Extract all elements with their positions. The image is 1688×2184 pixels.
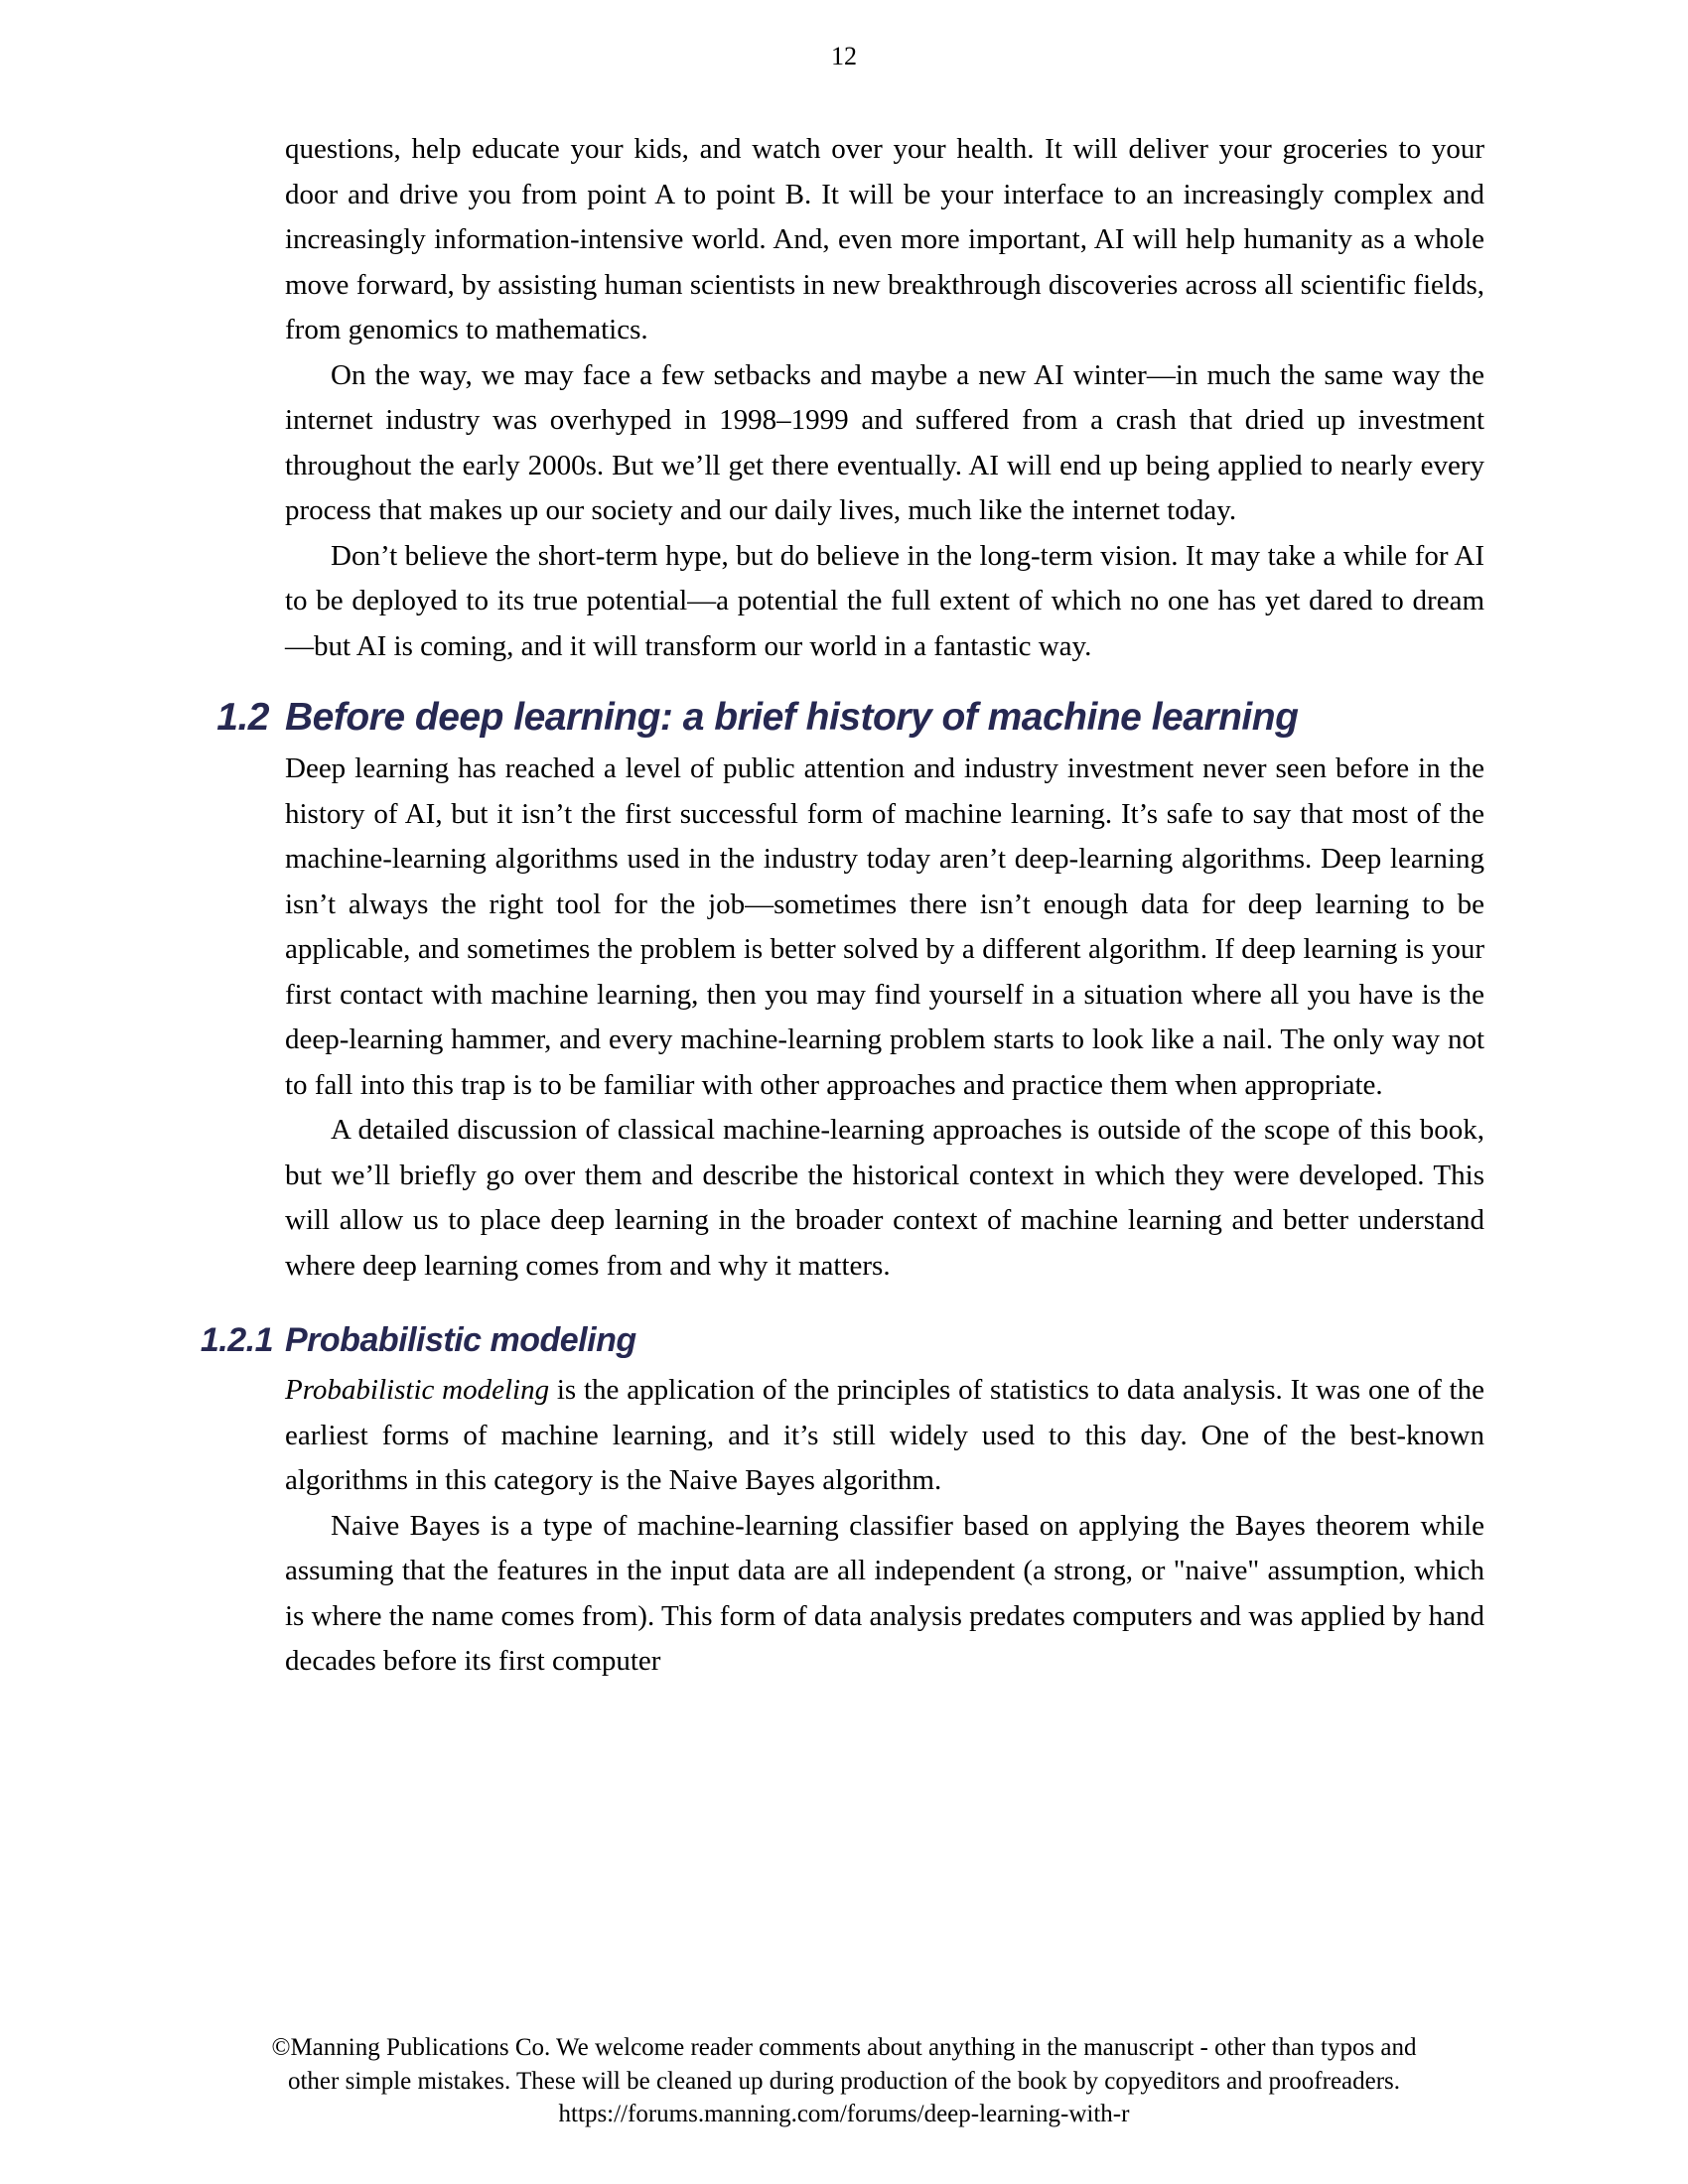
paragraph: Deep learning has reached a level of public attention and industry investment never seen before in the history of AI, but it isn’t the first successful form of machine learning. It’s safe to say that most of the machine-learning algorithms used in the industry today aren’t deep-learning algorithms. Deep learning isn’t always the right tool for the job—sometimes there isn’t enough data for deep learning to be applicable, and sometimes the problem is better solved by a different algorithm. If deep learning is your first contact with machine learning, then you may find yourself in a situation where all you have is the deep-learning hammer, and every machine-learning problem starts to look like a nail. The only way not to fall into this trap is to be familiar with other approaches and practice them when appropriate.: [285, 752, 1484, 1101]
italic-term: Probabilistic modeling: [285, 1374, 550, 1406]
page-content: [200, 127, 1484, 1685]
subsection-heading: [200, 1320, 1484, 1360]
section-number: 1.2: [216, 696, 269, 739]
paragraph: On the way, we may face a few setbacks and maybe a new AI winter—in much the same way the internet industry was overhyped in 1998–1999 and suffered from a crash that dried up investment throughout the early 2000s. But we’ll get there eventually. AI will end up being applied to nearly every process that makes up our society and our daily lives, much like the internet today.: [285, 358, 1484, 526]
section-title: Before deep learning: a brief history of machine learning: [285, 696, 1299, 739]
footer-copyright-line: ©Manning Publications Co. We welcome reader comments about anything in the manuscript - other than typos and: [271, 2034, 1417, 2061]
footer-forum-url: https://forums.manning.com/forums/deep-learning-with-r: [558, 2101, 1130, 2127]
paragraph: [285, 1368, 1484, 1504]
page-footer: [0, 2031, 1688, 2131]
section-heading: [216, 695, 1484, 741]
paragraph: A detailed discussion of classical machine-learning approaches is outside of the scope of this book, but we’ll briefly go over them and describe the historical context in which they were developed. This will allow us to place deep learning in the broader context of machine learning and better understand where deep learning comes from and why it matters.: [285, 1114, 1484, 1282]
paragraph-continuation: questions, help educate your kids, and watch over your health. It will deliver your groceries to your door and drive you from point A to point B. It will be your interface to an increasingly complex and increasingly information-intensive world. And, even more important, AI will help humanity as a whole move forward, by assisting human scientists in new breakthrough discoveries across all scientific fields, from genomics to mathematics.: [285, 133, 1484, 345]
subsection-number: 1.2.1: [200, 1321, 273, 1359]
paragraph: Don’t believe the short-term hype, but do believe in the long-term vision. It may take a while for AI to be deployed to its true potential—a potential the full extent of which no one has yet dared to dream—but AI is coming, and it will transform our world in a fantastic way.: [285, 539, 1484, 662]
subsection-title: Probabilistic modeling: [285, 1321, 636, 1359]
footer-note-line: other simple mistakes. These will be cleaned up during production of the book by copyeditors and proofreaders.: [287, 2067, 1401, 2095]
paragraph-text: is the application of the principles of statistics to data analysis. It was one of the earliest forms of machine learning, and it’s still widely used to this day. One of the best-known algorithms in this category is the Naive Bayes algorithm.: [285, 1374, 1484, 1496]
page-number: 12: [831, 42, 857, 70]
paragraph: Naive Bayes is a type of machine-learning classifier based on applying the Bayes theorem while assuming that the features in the input data are all independent (a strong, or "naive" assumption, which is where the name comes from). This form of data analysis predates computers and was applied by hand decades before its first computer: [285, 1509, 1484, 1677]
